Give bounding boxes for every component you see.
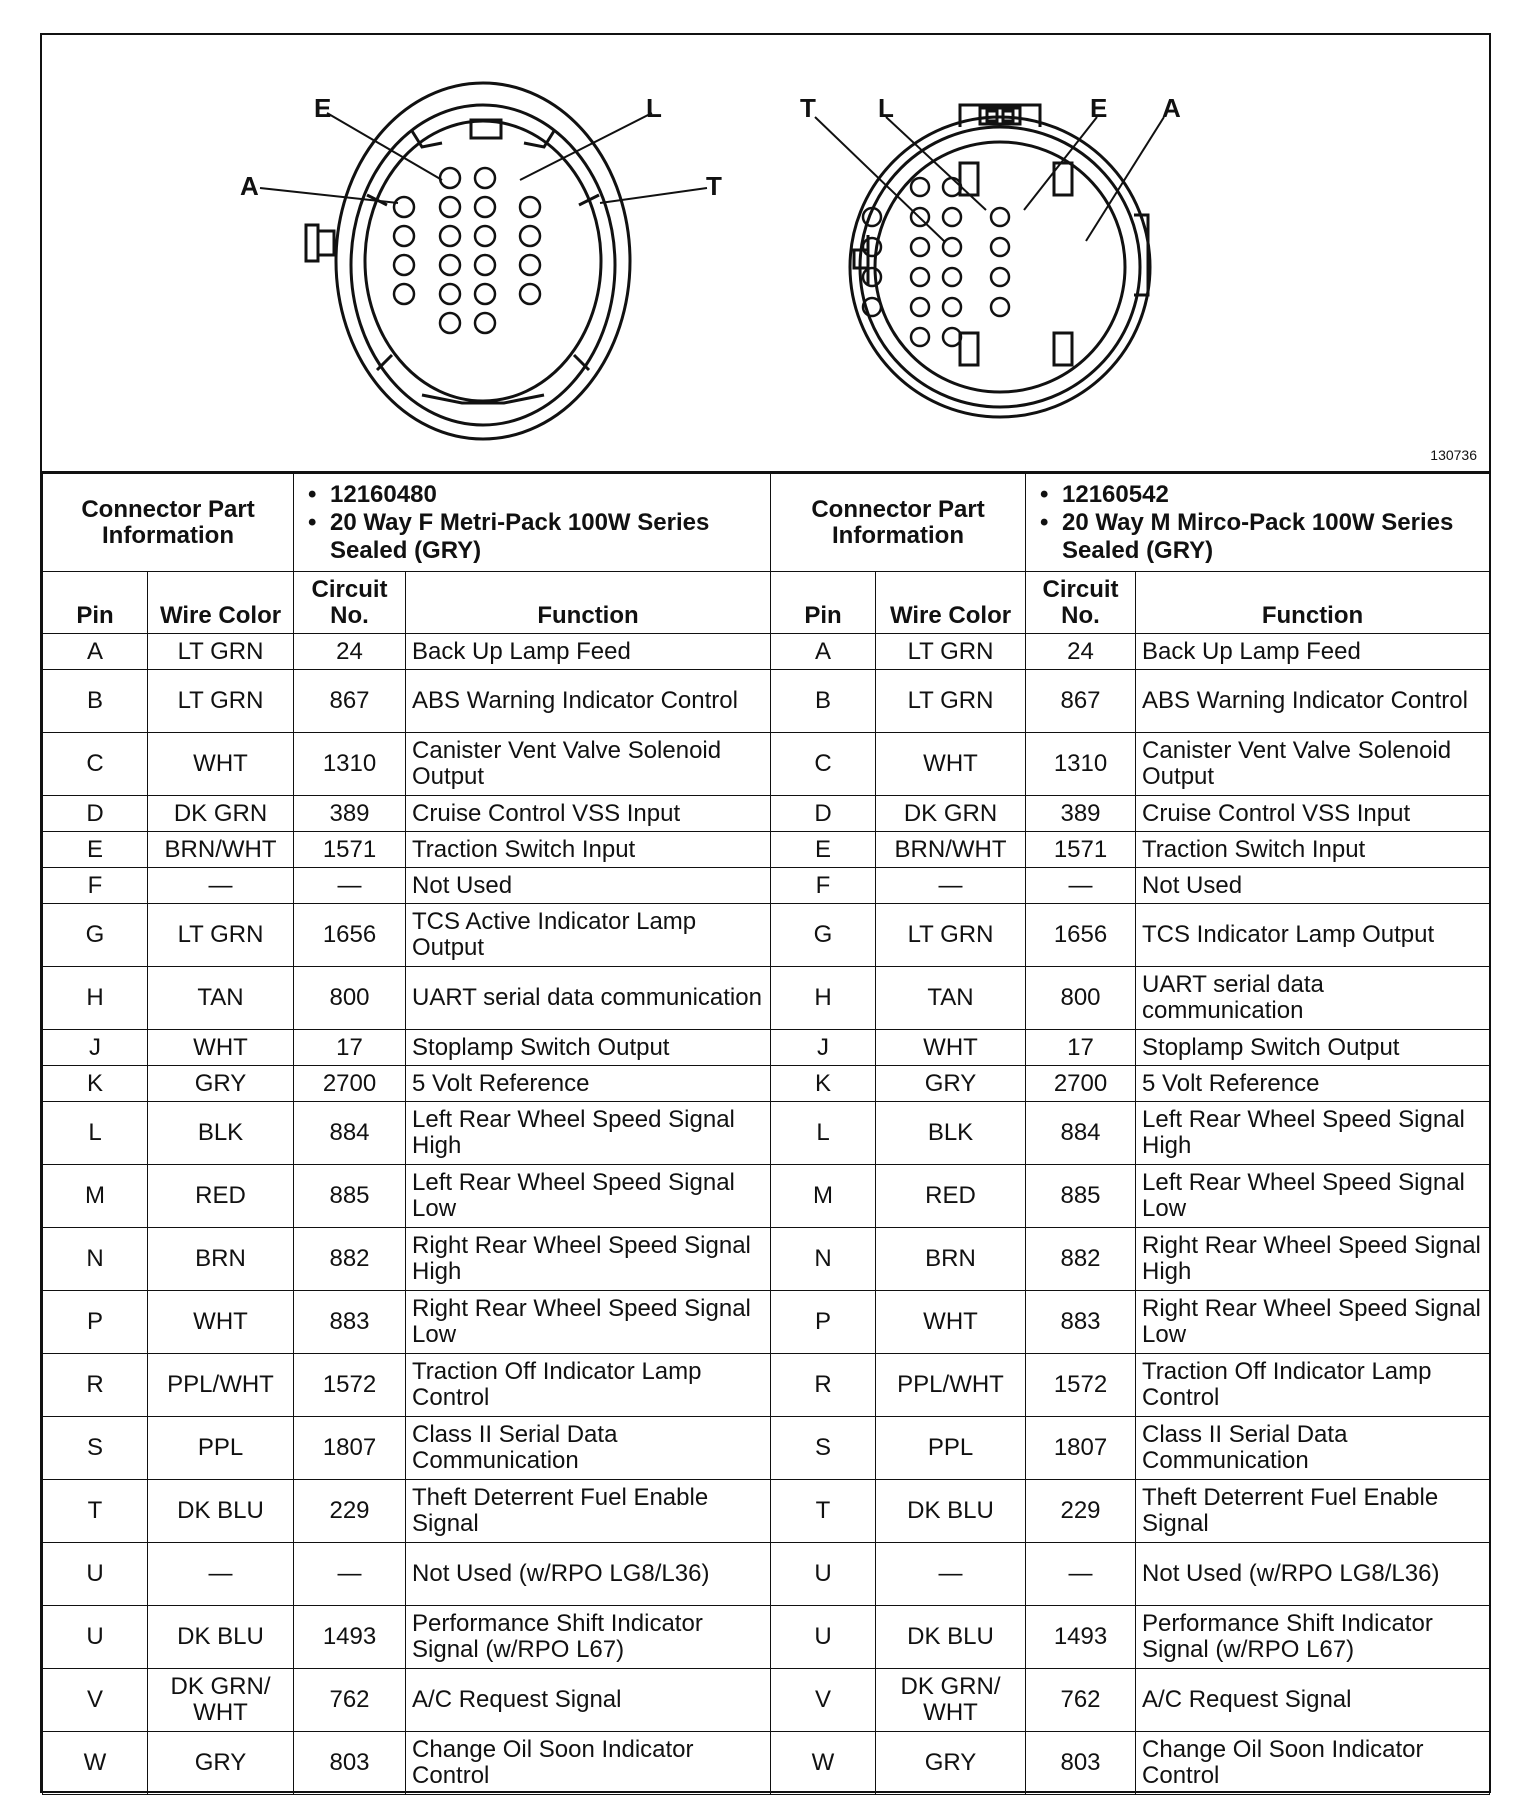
left-cell-wire-color: DK BLU bbox=[148, 1480, 294, 1543]
right-table-body bbox=[771, 634, 1490, 1795]
right-callout-e: E bbox=[1090, 93, 1108, 123]
left-cell-pin: B bbox=[43, 670, 148, 733]
right-cell-function: Right Rear Wheel Speed Signal High bbox=[1136, 1228, 1490, 1291]
left-cell-function: Change Oil Soon Indicator Control bbox=[406, 1732, 771, 1795]
left-cell-circuit: 1493 bbox=[294, 1606, 406, 1669]
right-cell-function: UART serial data communication bbox=[1136, 967, 1490, 1030]
right-cell-pin: W bbox=[771, 1732, 876, 1795]
right-pin-terminal bbox=[943, 328, 961, 346]
left-pin-cavity bbox=[475, 168, 495, 188]
left-cell-wire-color: GRY bbox=[148, 1732, 294, 1795]
left-cell-wire-color: LT GRN bbox=[148, 904, 294, 967]
left-cell-wire-color: RED bbox=[148, 1165, 294, 1228]
right-cell-circuit: 17 bbox=[1026, 1030, 1136, 1066]
left-cell-pin: T bbox=[43, 1480, 148, 1543]
left-cell-wire-color: DK BLU bbox=[148, 1606, 294, 1669]
right-cell-pin: B bbox=[771, 670, 876, 733]
connector-sheet bbox=[40, 33, 1491, 1793]
right-pin-terminal bbox=[991, 268, 1009, 286]
left-cell-function: A/C Request Signal bbox=[406, 1669, 771, 1732]
left-cell-wire-color: BRN/WHT bbox=[148, 832, 294, 868]
left-table-row bbox=[43, 832, 771, 868]
left-cell-wire-color: BLK bbox=[148, 1102, 294, 1165]
right-cell-circuit: 883 bbox=[1026, 1291, 1136, 1354]
pinout-tables bbox=[42, 471, 1489, 1789]
right-cell-circuit: 1807 bbox=[1026, 1417, 1136, 1480]
right-cell-pin: A bbox=[771, 634, 876, 670]
right-cell-wire-color: BLK bbox=[876, 1102, 1026, 1165]
right-cell-wire-color: GRY bbox=[876, 1732, 1026, 1795]
left-callout-l: L bbox=[646, 93, 662, 123]
left-pin-cavity bbox=[475, 313, 495, 333]
right-cell-circuit: 803 bbox=[1026, 1732, 1136, 1795]
right-cell-circuit: 229 bbox=[1026, 1480, 1136, 1543]
right-pin-terminal bbox=[911, 178, 929, 196]
left-cell-wire-color: GRY bbox=[148, 1066, 294, 1102]
left-table-row bbox=[43, 1354, 771, 1417]
left-cell-function: TCS Active Indicator Lamp Output bbox=[406, 904, 771, 967]
left-pin-cavity bbox=[394, 197, 414, 217]
left-table-row bbox=[43, 1669, 771, 1732]
right-header-function: Function bbox=[1136, 572, 1490, 634]
right-cell-pin: T bbox=[771, 1480, 876, 1543]
right-pin-terminal bbox=[943, 178, 961, 196]
left-part-number: • 12160480 bbox=[330, 481, 764, 509]
left-cell-circuit: 2700 bbox=[294, 1066, 406, 1102]
right-cell-wire-color: — bbox=[876, 1543, 1026, 1606]
right-table-row bbox=[771, 1417, 1490, 1480]
left-cell-pin: U bbox=[43, 1543, 148, 1606]
right-table-row bbox=[771, 868, 1490, 904]
left-pin-cavity bbox=[394, 255, 414, 275]
right-cell-wire-color: LT GRN bbox=[876, 670, 1026, 733]
right-cell-function: Theft Deterrent Fuel Enable Signal bbox=[1136, 1480, 1490, 1543]
left-cell-function: Right Rear Wheel Speed Signal Low bbox=[406, 1291, 771, 1354]
right-pin-terminal bbox=[943, 298, 961, 316]
left-cell-pin: M bbox=[43, 1165, 148, 1228]
left-pin-cavity bbox=[520, 284, 540, 304]
left-table-row bbox=[43, 1417, 771, 1480]
left-callout-t: T bbox=[706, 171, 722, 201]
left-cell-circuit: — bbox=[294, 1543, 406, 1606]
left-header-function: Function bbox=[406, 572, 771, 634]
left-pin-cavity bbox=[440, 313, 460, 333]
right-cell-pin: U bbox=[771, 1543, 876, 1606]
left-cell-wire-color: WHT bbox=[148, 1291, 294, 1354]
right-table-row bbox=[771, 1102, 1490, 1165]
right-cell-function: ABS Warning Indicator Control bbox=[1136, 670, 1490, 733]
left-cell-pin: P bbox=[43, 1291, 148, 1354]
right-cell-wire-color: DK GRN bbox=[876, 796, 1026, 832]
left-callout-a: A bbox=[240, 171, 259, 201]
left-pin-cavity bbox=[394, 226, 414, 246]
left-cell-pin: R bbox=[43, 1354, 148, 1417]
right-connector-drawing bbox=[850, 105, 1150, 417]
left-cell-pin: K bbox=[43, 1066, 148, 1102]
left-cell-pin: U bbox=[43, 1606, 148, 1669]
right-cell-circuit: 867 bbox=[1026, 670, 1136, 733]
left-cell-wire-color: TAN bbox=[148, 967, 294, 1030]
left-table-row bbox=[43, 733, 771, 796]
right-cell-pin: P bbox=[771, 1291, 876, 1354]
left-cell-function: Back Up Lamp Feed bbox=[406, 634, 771, 670]
right-cell-function: TCS Indicator Lamp Output bbox=[1136, 904, 1490, 967]
left-cell-function: Performance Shift Indicator Signal (w/RPO L67) bbox=[406, 1606, 771, 1669]
right-cell-pin: F bbox=[771, 868, 876, 904]
right-callout-a: A bbox=[1162, 93, 1181, 123]
right-pin-terminal bbox=[943, 238, 961, 256]
left-cell-wire-color: WHT bbox=[148, 733, 294, 796]
right-cell-circuit: 1656 bbox=[1026, 904, 1136, 967]
right-table-row bbox=[771, 967, 1490, 1030]
right-cell-pin: D bbox=[771, 796, 876, 832]
right-header-pin: Pin bbox=[771, 572, 876, 634]
right-cell-wire-color: DK BLU bbox=[876, 1606, 1026, 1669]
left-table-row bbox=[43, 904, 771, 967]
right-pinout-table bbox=[770, 473, 1490, 1795]
left-pin-cavity bbox=[440, 255, 460, 275]
right-callout-l: L bbox=[878, 93, 894, 123]
left-cell-circuit: 17 bbox=[294, 1030, 406, 1066]
right-table-row bbox=[771, 904, 1490, 967]
right-cell-circuit: — bbox=[1026, 868, 1136, 904]
left-cell-pin: F bbox=[43, 868, 148, 904]
left-cell-pin: L bbox=[43, 1102, 148, 1165]
left-table-body bbox=[43, 634, 771, 1795]
left-pin-cavity bbox=[440, 168, 460, 188]
right-cell-function: A/C Request Signal bbox=[1136, 1669, 1490, 1732]
left-pin-cavity bbox=[440, 284, 460, 304]
right-pin-terminal bbox=[991, 208, 1009, 226]
right-table-row bbox=[771, 832, 1490, 868]
left-cell-pin: A bbox=[43, 634, 148, 670]
left-callout-e: E bbox=[314, 93, 332, 123]
right-cell-wire-color: BRN bbox=[876, 1228, 1026, 1291]
left-cell-function: UART serial data communication bbox=[406, 967, 771, 1030]
right-connector-info bbox=[1026, 474, 1490, 572]
right-cell-pin: S bbox=[771, 1417, 876, 1480]
left-table-row bbox=[43, 1165, 771, 1228]
left-cell-circuit: 24 bbox=[294, 634, 406, 670]
left-table-row bbox=[43, 670, 771, 733]
left-table-row bbox=[43, 1228, 771, 1291]
right-table-row bbox=[771, 1669, 1490, 1732]
left-table-row bbox=[43, 1480, 771, 1543]
right-cell-pin: J bbox=[771, 1030, 876, 1066]
left-pin-cavity bbox=[394, 284, 414, 304]
left-cell-function: Traction Off Indicator Lamp Control bbox=[406, 1354, 771, 1417]
right-cell-function: Back Up Lamp Feed bbox=[1136, 634, 1490, 670]
left-cell-function: Canister Vent Valve Solenoid Output bbox=[406, 733, 771, 796]
right-table-row bbox=[771, 1066, 1490, 1102]
right-header-circuit-no: Circuit No. bbox=[1026, 572, 1136, 634]
right-cell-wire-color: DK GRN/ WHT bbox=[876, 1669, 1026, 1732]
left-pin-cavity bbox=[520, 197, 540, 217]
right-cell-wire-color: — bbox=[876, 868, 1026, 904]
right-cell-pin: U bbox=[771, 1606, 876, 1669]
right-cell-wire-color: WHT bbox=[876, 1291, 1026, 1354]
right-cell-function: Stoplamp Switch Output bbox=[1136, 1030, 1490, 1066]
left-connector-drawing bbox=[306, 83, 630, 439]
left-cell-circuit: 1807 bbox=[294, 1417, 406, 1480]
right-pin-terminal bbox=[943, 208, 961, 226]
left-cell-pin: C bbox=[43, 733, 148, 796]
left-cell-circuit: 1656 bbox=[294, 904, 406, 967]
left-cell-function: Theft Deterrent Fuel Enable Signal bbox=[406, 1480, 771, 1543]
right-table-row bbox=[771, 1165, 1490, 1228]
left-cell-function: Class II Serial Data Communication bbox=[406, 1417, 771, 1480]
left-cell-pin: V bbox=[43, 1669, 148, 1732]
right-cell-wire-color: GRY bbox=[876, 1066, 1026, 1102]
right-connector-info-label: Connector Part Information bbox=[771, 474, 1026, 572]
left-cell-circuit: 800 bbox=[294, 967, 406, 1030]
right-cell-circuit: 24 bbox=[1026, 634, 1136, 670]
left-pin-cavity bbox=[520, 226, 540, 246]
left-cell-pin: N bbox=[43, 1228, 148, 1291]
left-cell-circuit: 389 bbox=[294, 796, 406, 832]
connector-figure bbox=[42, 35, 1489, 471]
left-table-row bbox=[43, 868, 771, 904]
right-table-row bbox=[771, 733, 1490, 796]
right-cell-function: Traction Off Indicator Lamp Control bbox=[1136, 1354, 1490, 1417]
left-cell-wire-color: DK GRN bbox=[148, 796, 294, 832]
right-cell-pin: N bbox=[771, 1228, 876, 1291]
left-cell-function: Not Used bbox=[406, 868, 771, 904]
left-table-row bbox=[43, 1543, 771, 1606]
right-table-row bbox=[771, 1030, 1490, 1066]
left-table-row bbox=[43, 967, 771, 1030]
right-cell-pin: L bbox=[771, 1102, 876, 1165]
left-cell-wire-color: DK GRN/ WHT bbox=[148, 1669, 294, 1732]
left-cell-wire-color: LT GRN bbox=[148, 634, 294, 670]
left-cell-pin: J bbox=[43, 1030, 148, 1066]
right-pin-terminal bbox=[991, 298, 1009, 316]
left-cell-function: Traction Switch Input bbox=[406, 832, 771, 868]
right-pin-terminal bbox=[991, 238, 1009, 256]
left-cell-circuit: 803 bbox=[294, 1732, 406, 1795]
right-cell-wire-color: LT GRN bbox=[876, 904, 1026, 967]
right-table-row bbox=[771, 1606, 1490, 1669]
left-cell-circuit: 884 bbox=[294, 1102, 406, 1165]
right-pin-terminal bbox=[911, 298, 929, 316]
left-table-row bbox=[43, 1066, 771, 1102]
left-cell-circuit: 229 bbox=[294, 1480, 406, 1543]
right-cell-pin: M bbox=[771, 1165, 876, 1228]
left-cell-function: 5 Volt Reference bbox=[406, 1066, 771, 1102]
right-cell-wire-color: LT GRN bbox=[876, 634, 1026, 670]
right-table-row bbox=[771, 634, 1490, 670]
left-table-row bbox=[43, 1102, 771, 1165]
left-pin-cavity bbox=[440, 197, 460, 217]
right-cell-function: Canister Vent Valve Solenoid Output bbox=[1136, 733, 1490, 796]
right-cell-circuit: 800 bbox=[1026, 967, 1136, 1030]
right-cell-wire-color: WHT bbox=[876, 1030, 1026, 1066]
right-table-row bbox=[771, 670, 1490, 733]
right-cell-wire-color: RED bbox=[876, 1165, 1026, 1228]
right-cell-wire-color: BRN/WHT bbox=[876, 832, 1026, 868]
left-table-row bbox=[43, 1030, 771, 1066]
right-cell-pin: C bbox=[771, 733, 876, 796]
left-pinout-table bbox=[42, 473, 771, 1795]
left-cell-function: ABS Warning Indicator Control bbox=[406, 670, 771, 733]
left-pin-cavity bbox=[475, 226, 495, 246]
left-table-row bbox=[43, 634, 771, 670]
left-cell-wire-color: — bbox=[148, 1543, 294, 1606]
right-cell-wire-color: PPL/WHT bbox=[876, 1354, 1026, 1417]
left-table-row bbox=[43, 1606, 771, 1669]
left-connector-info-label: Connector Part Information bbox=[43, 474, 294, 572]
right-cell-circuit: 1571 bbox=[1026, 832, 1136, 868]
right-cell-function: Performance Shift Indicator Signal (w/RPO L67) bbox=[1136, 1606, 1490, 1669]
figure-number: 130736 bbox=[1430, 447, 1477, 463]
right-cell-circuit: 882 bbox=[1026, 1228, 1136, 1291]
left-cell-function: Not Used (w/RPO LG8/L36) bbox=[406, 1543, 771, 1606]
left-cell-pin: W bbox=[43, 1732, 148, 1795]
right-pin-terminal bbox=[911, 268, 929, 286]
right-part-description: • 20 Way M Mirco-Pack 100W Series Sealed (GRY) bbox=[1062, 509, 1483, 565]
left-table-row bbox=[43, 796, 771, 832]
right-cell-circuit: 1310 bbox=[1026, 733, 1136, 796]
left-cell-pin: E bbox=[43, 832, 148, 868]
left-cell-pin: H bbox=[43, 967, 148, 1030]
right-cell-function: 5 Volt Reference bbox=[1136, 1066, 1490, 1102]
left-cell-function: Stoplamp Switch Output bbox=[406, 1030, 771, 1066]
right-cell-pin: E bbox=[771, 832, 876, 868]
right-cell-wire-color: WHT bbox=[876, 733, 1026, 796]
right-cell-function: Cruise Control VSS Input bbox=[1136, 796, 1490, 832]
left-cell-circuit: 1572 bbox=[294, 1354, 406, 1417]
left-cell-wire-color: BRN bbox=[148, 1228, 294, 1291]
left-cell-wire-color: WHT bbox=[148, 1030, 294, 1066]
left-header-wire-color: Wire Color bbox=[148, 572, 294, 634]
right-table-row bbox=[771, 1480, 1490, 1543]
left-cell-circuit: 883 bbox=[294, 1291, 406, 1354]
right-pin-terminal bbox=[863, 238, 881, 256]
right-header-wire-color: Wire Color bbox=[876, 572, 1026, 634]
right-cell-circuit: 389 bbox=[1026, 796, 1136, 832]
left-pin-cavity bbox=[475, 197, 495, 217]
right-pin-terminal bbox=[911, 328, 929, 346]
right-cell-function: Right Rear Wheel Speed Signal Low bbox=[1136, 1291, 1490, 1354]
left-header-pin: Pin bbox=[43, 572, 148, 634]
left-pin-cavity bbox=[475, 255, 495, 275]
right-pin-terminal bbox=[911, 238, 929, 256]
connector-illustration bbox=[42, 35, 1489, 471]
left-cell-wire-color: PPL/WHT bbox=[148, 1354, 294, 1417]
left-cell-wire-color: — bbox=[148, 868, 294, 904]
right-table-row bbox=[771, 796, 1490, 832]
left-cell-circuit: 1571 bbox=[294, 832, 406, 868]
right-table-row bbox=[771, 1732, 1490, 1795]
left-cell-circuit: 882 bbox=[294, 1228, 406, 1291]
left-connector-info bbox=[294, 474, 771, 572]
right-cell-pin: R bbox=[771, 1354, 876, 1417]
left-pin-cavity bbox=[520, 255, 540, 275]
right-table-row bbox=[771, 1228, 1490, 1291]
right-cell-circuit: 1572 bbox=[1026, 1354, 1136, 1417]
left-cell-wire-color: LT GRN bbox=[148, 670, 294, 733]
right-cell-pin: H bbox=[771, 967, 876, 1030]
left-cell-function: Left Rear Wheel Speed Signal High bbox=[406, 1102, 771, 1165]
right-pin-terminal bbox=[863, 268, 881, 286]
right-cell-circuit: — bbox=[1026, 1543, 1136, 1606]
right-cell-wire-color: DK BLU bbox=[876, 1480, 1026, 1543]
left-pin-cavity bbox=[475, 284, 495, 304]
right-cell-circuit: 884 bbox=[1026, 1102, 1136, 1165]
right-cell-wire-color: TAN bbox=[876, 967, 1026, 1030]
right-cell-function: Not Used (w/RPO LG8/L36) bbox=[1136, 1543, 1490, 1606]
right-callout-t: T bbox=[800, 93, 816, 123]
right-cell-pin: G bbox=[771, 904, 876, 967]
right-part-number: • 12160542 bbox=[1062, 481, 1483, 509]
left-cell-pin: G bbox=[43, 904, 148, 967]
left-cell-pin: D bbox=[43, 796, 148, 832]
left-cell-function: Left Rear Wheel Speed Signal Low bbox=[406, 1165, 771, 1228]
left-cell-circuit: 885 bbox=[294, 1165, 406, 1228]
left-cell-function: Right Rear Wheel Speed Signal High bbox=[406, 1228, 771, 1291]
left-cell-wire-color: PPL bbox=[148, 1417, 294, 1480]
right-pin-terminal bbox=[943, 268, 961, 286]
right-cell-circuit: 885 bbox=[1026, 1165, 1136, 1228]
right-table-row bbox=[771, 1291, 1490, 1354]
right-cell-function: Left Rear Wheel Speed Signal Low bbox=[1136, 1165, 1490, 1228]
right-cell-function: Change Oil Soon Indicator Control bbox=[1136, 1732, 1490, 1795]
right-cell-pin: K bbox=[771, 1066, 876, 1102]
right-cell-wire-color: PPL bbox=[876, 1417, 1026, 1480]
right-cell-pin: V bbox=[771, 1669, 876, 1732]
right-cell-function: Class II Serial Data Communication bbox=[1136, 1417, 1490, 1480]
right-table-row bbox=[771, 1354, 1490, 1417]
left-cell-circuit: 762 bbox=[294, 1669, 406, 1732]
right-cell-function: Not Used bbox=[1136, 868, 1490, 904]
right-cell-circuit: 1493 bbox=[1026, 1606, 1136, 1669]
right-cell-function: Left Rear Wheel Speed Signal High bbox=[1136, 1102, 1490, 1165]
left-pin-cavity bbox=[440, 226, 460, 246]
left-cell-circuit: 1310 bbox=[294, 733, 406, 796]
right-cell-function: Traction Switch Input bbox=[1136, 832, 1490, 868]
left-table-row bbox=[43, 1291, 771, 1354]
left-cell-circuit: — bbox=[294, 868, 406, 904]
left-header-circuit-no: Circuit No. bbox=[294, 572, 406, 634]
right-cell-circuit: 762 bbox=[1026, 1669, 1136, 1732]
right-table-row bbox=[771, 1543, 1490, 1606]
right-cell-circuit: 2700 bbox=[1026, 1066, 1136, 1102]
left-cell-pin: S bbox=[43, 1417, 148, 1480]
left-part-description: • 20 Way F Metri-Pack 100W Series Sealed (GRY) bbox=[330, 509, 764, 565]
left-cell-circuit: 867 bbox=[294, 670, 406, 733]
left-table-row bbox=[43, 1732, 771, 1795]
left-cell-function: Cruise Control VSS Input bbox=[406, 796, 771, 832]
